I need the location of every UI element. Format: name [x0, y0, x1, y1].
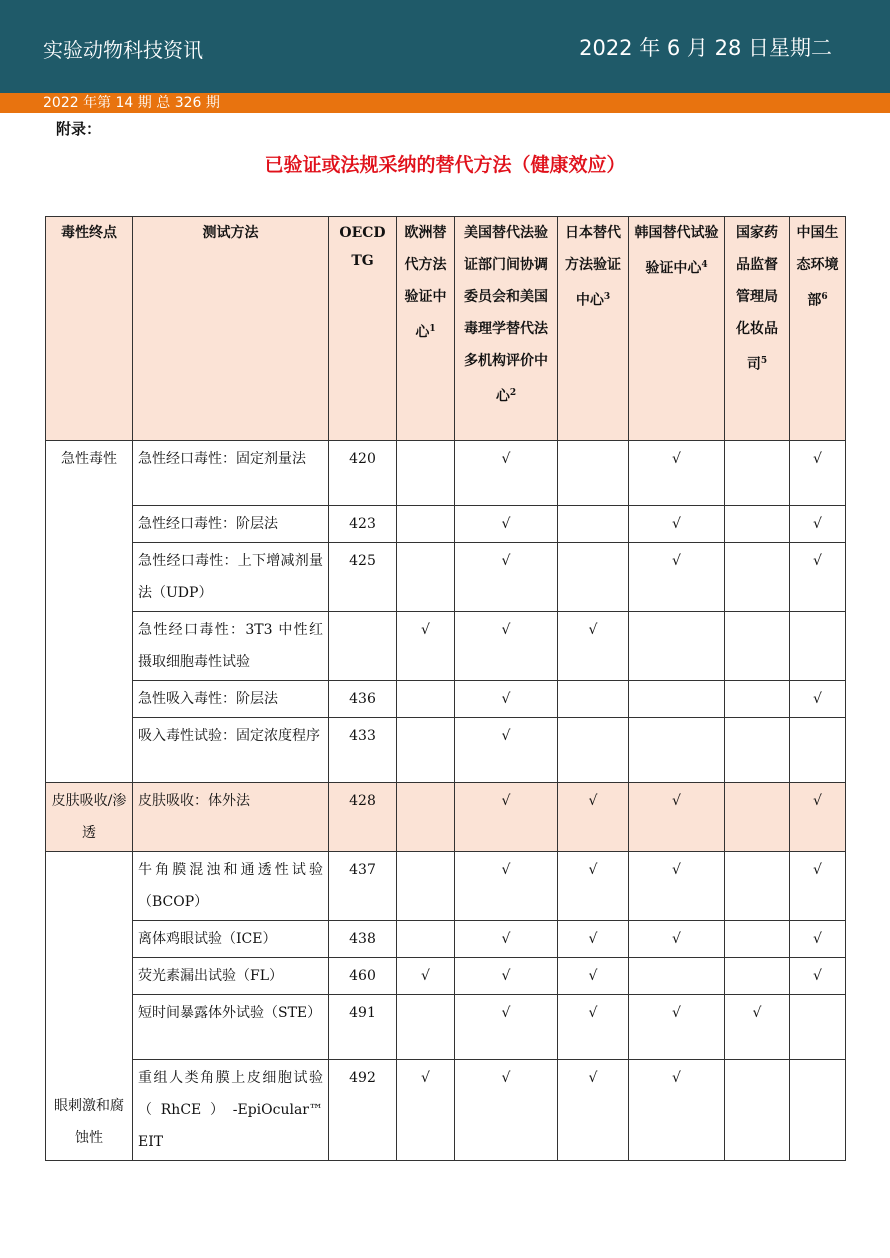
- check-cell: √: [790, 506, 846, 543]
- check-cell: √: [455, 1060, 558, 1161]
- header-kocvam: 韩国替代试验验证中心$^4$: [629, 217, 725, 441]
- check-cell: √: [455, 681, 558, 718]
- check-cell: [790, 718, 846, 783]
- check-cell: √: [558, 612, 629, 681]
- check-cell: [725, 612, 790, 681]
- document-title: 已验证或法规采纳的替代方法（健康效应）: [264, 154, 626, 176]
- check-cell: √: [455, 718, 558, 783]
- method-cell: 荧光素漏出试验（FL）: [133, 958, 329, 995]
- check-cell: [725, 852, 790, 921]
- endpoint-cell-acute: 急性毒性: [46, 441, 133, 783]
- check-cell: [397, 995, 455, 1060]
- table-row: [46, 852, 846, 921]
- oecd-tg-cell: 436: [329, 681, 397, 718]
- check-cell: √: [790, 958, 846, 995]
- table-row: [46, 718, 846, 783]
- check-cell: √: [629, 1060, 725, 1161]
- header-iccvam: 美国替代法验证部门间协调委员会和美国毒理学替代法多机构评价中心$^2$: [455, 217, 558, 441]
- oecd-tg-cell: 491: [329, 995, 397, 1060]
- method-cell: 急性经口毒性：上下增减剂量法（UDP）: [133, 543, 329, 612]
- check-cell: √: [455, 921, 558, 958]
- check-cell: √: [455, 958, 558, 995]
- table-row: [46, 441, 846, 506]
- check-cell: √: [790, 783, 846, 852]
- check-cell: [397, 718, 455, 783]
- oecd-tg-cell: 420: [329, 441, 397, 506]
- check-cell: √: [558, 958, 629, 995]
- check-cell: √: [455, 852, 558, 921]
- check-cell: [397, 852, 455, 921]
- check-cell: [725, 506, 790, 543]
- header-mee: 中国生态环境部$^6$: [790, 217, 846, 441]
- method-cell: 急性吸入毒性：阶层法: [133, 681, 329, 718]
- method-cell: 离体鸡眼试验（ICE）: [133, 921, 329, 958]
- publication-name: 实验动物科技资讯: [43, 38, 203, 62]
- check-cell: √: [558, 1060, 629, 1161]
- check-cell: [558, 681, 629, 718]
- check-cell: √: [455, 783, 558, 852]
- check-cell: [629, 612, 725, 681]
- oecd-tg-cell: 492: [329, 1060, 397, 1161]
- table-row: [46, 506, 846, 543]
- check-cell: √: [790, 921, 846, 958]
- check-cell: √: [397, 612, 455, 681]
- method-cell: 皮肤吸收：体外法: [133, 783, 329, 852]
- check-cell: √: [790, 852, 846, 921]
- check-cell: √: [629, 543, 725, 612]
- check-cell: [558, 718, 629, 783]
- check-cell: √: [558, 783, 629, 852]
- check-cell: [397, 441, 455, 506]
- table-row: [46, 783, 846, 852]
- check-cell: [725, 441, 790, 506]
- method-cell: 重组人类角膜上皮细胞试验（RhCE）-EpiOcular™ EIT: [133, 1060, 329, 1161]
- issue-number: 2022 年第 14 期 总 326 期: [43, 95, 220, 111]
- check-cell: √: [629, 441, 725, 506]
- check-cell: [629, 718, 725, 783]
- check-cell: √: [790, 543, 846, 612]
- oecd-tg-cell: 428: [329, 783, 397, 852]
- table-row: [46, 921, 846, 958]
- check-cell: √: [629, 783, 725, 852]
- table-row: [46, 1060, 846, 1161]
- check-cell: [725, 958, 790, 995]
- table-row: [46, 995, 846, 1060]
- method-cell: 牛角膜混浊和通透性试验（BCOP）: [133, 852, 329, 921]
- method-cell: 吸入毒性试验：固定浓度程序: [133, 718, 329, 783]
- header-oecd-tg: OECD TG: [329, 217, 397, 441]
- check-cell: √: [455, 543, 558, 612]
- oecd-tg-cell: 433: [329, 718, 397, 783]
- check-cell: [397, 783, 455, 852]
- check-cell: [397, 506, 455, 543]
- check-cell: [725, 543, 790, 612]
- check-cell: √: [629, 995, 725, 1060]
- check-cell: [790, 1060, 846, 1161]
- check-cell: √: [397, 1060, 455, 1161]
- oecd-tg-cell: 437: [329, 852, 397, 921]
- method-cell: 急性经口毒性：固定剂量法: [133, 441, 329, 506]
- check-cell: [558, 543, 629, 612]
- check-cell: √: [455, 612, 558, 681]
- check-cell: [558, 506, 629, 543]
- check-cell: [725, 718, 790, 783]
- check-cell: √: [558, 852, 629, 921]
- header-nmpa: 国家药品监督管理局化妆品司$^5$: [725, 217, 790, 441]
- oecd-tg-cell: 423: [329, 506, 397, 543]
- check-cell: [790, 612, 846, 681]
- endpoint-cell-eye: 眼刺激和腐蚀性: [46, 852, 133, 1161]
- check-cell: [725, 783, 790, 852]
- check-cell: [725, 921, 790, 958]
- method-cell: 急性经口毒性：阶层法: [133, 506, 329, 543]
- check-cell: √: [397, 958, 455, 995]
- table-row: [46, 612, 846, 681]
- oecd-tg-cell: 425: [329, 543, 397, 612]
- endpoint-cell-skin: 皮肤吸收/渗透: [46, 783, 133, 852]
- check-cell: √: [455, 506, 558, 543]
- check-cell: √: [455, 441, 558, 506]
- method-cell: 短时间暴露体外试验（STE）: [133, 995, 329, 1060]
- check-cell: [629, 681, 725, 718]
- check-cell: [725, 1060, 790, 1161]
- check-cell: [725, 681, 790, 718]
- check-cell: [397, 681, 455, 718]
- check-cell: √: [558, 921, 629, 958]
- alternative-methods-table: [45, 216, 846, 1161]
- method-cell: 急性经口毒性：3T3 中性红摄取细胞毒性试验: [133, 612, 329, 681]
- check-cell: √: [790, 681, 846, 718]
- table-row: [46, 543, 846, 612]
- check-cell: √: [725, 995, 790, 1060]
- check-cell: √: [558, 995, 629, 1060]
- check-cell: [397, 543, 455, 612]
- check-cell: [397, 921, 455, 958]
- check-cell: [558, 441, 629, 506]
- appendix-label: 附录：: [56, 120, 102, 138]
- oecd-tg-cell: [329, 612, 397, 681]
- check-cell: [790, 995, 846, 1060]
- header-method: 测试方法: [133, 217, 329, 441]
- header-ecvam: 欧洲替代方法验证中心$^1$: [397, 217, 455, 441]
- oecd-tg-cell: 438: [329, 921, 397, 958]
- oecd-tg-cell: 460: [329, 958, 397, 995]
- header-endpoint: 毒性终点: [46, 217, 133, 441]
- check-cell: √: [455, 995, 558, 1060]
- check-cell: √: [629, 921, 725, 958]
- table-row: [46, 958, 846, 995]
- header-jacvam: 日本替代方法验证中心$^3$: [558, 217, 629, 441]
- check-cell: [629, 958, 725, 995]
- publication-date: 2022 年 6 月 28 日星期二: [579, 36, 832, 60]
- table-header-row: [46, 217, 846, 441]
- check-cell: √: [790, 441, 846, 506]
- check-cell: √: [629, 506, 725, 543]
- table-row: [46, 681, 846, 718]
- check-cell: √: [629, 852, 725, 921]
